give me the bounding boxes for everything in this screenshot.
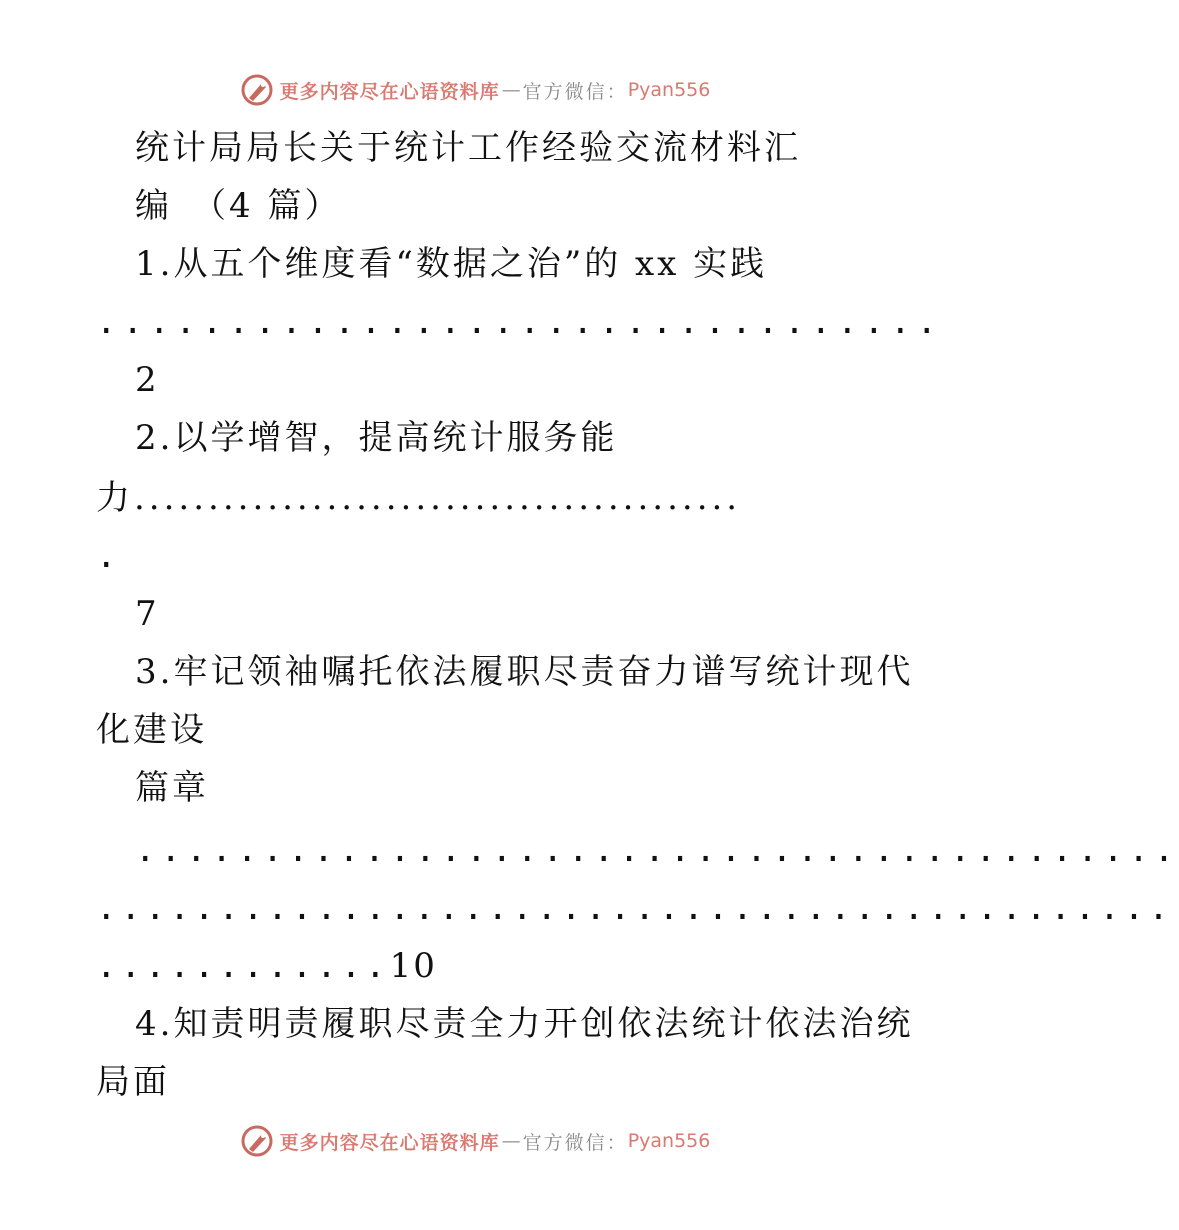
doc-title-line-1: 统计局局长关于统计工作经验交流材料汇 [135,128,801,168]
toc-item-3-title-cont-2: 篇章 [135,768,209,808]
toc-item-1-page: 2 [135,360,160,400]
watermark-text: 更多内容尽在心语资料库 [279,1131,500,1154]
toc-item-3-leader-row [96,946,437,986]
toc-item-2-title-cont: 力......................................... [96,478,742,518]
toc-item-2-title: 2.以学增智，提高统计服务能 [135,418,618,458]
watermark-wechat-label: 官方微信： [522,80,628,103]
toc-item-3-page: 10 [389,946,437,986]
toc-item-2-page: 7 [135,594,160,634]
watermark-banner-top [0,70,950,110]
watermark-wechat-label: 官方微信： [522,1131,628,1154]
toc-item-3-leader-3: ............ [96,946,390,986]
watermark-banner-bottom [0,1121,950,1161]
watermark-text: 更多内容尽在心语资料库 [279,80,500,103]
doc-title-line-2: 编 （4 篇） [135,186,342,226]
toc-item-4-title: 4.知责明责履职尽责全力开创依法统计依法治统 [135,1004,914,1044]
toc-item-4-title-cont: 局面 [96,1062,170,1102]
toc-item-1-title: 1.从五个维度看“数据之治”的 xx 实践 [135,244,768,284]
toc-item-1-leader: ................................ [96,302,944,342]
pen-logo-icon [240,73,274,107]
watermark-separator: — [501,79,521,101]
toc-item-3-leader-2: ............................................ [96,888,1173,928]
pen-logo-icon [240,1124,274,1158]
watermark-wechat-id: Pyan556 [627,79,711,101]
toc-item-3-leader-1: ......................................... [135,830,1179,870]
toc-item-3-title-cont: 化建设 [96,710,207,750]
watermark-wechat-id: Pyan556 [627,1130,711,1152]
watermark-separator: — [501,1130,521,1152]
toc-item-2-leader: . [96,536,123,576]
toc-item-3-title: 3.牢记领袖嘱托依法履职尽责奋力谱写统计现代 [135,652,914,692]
